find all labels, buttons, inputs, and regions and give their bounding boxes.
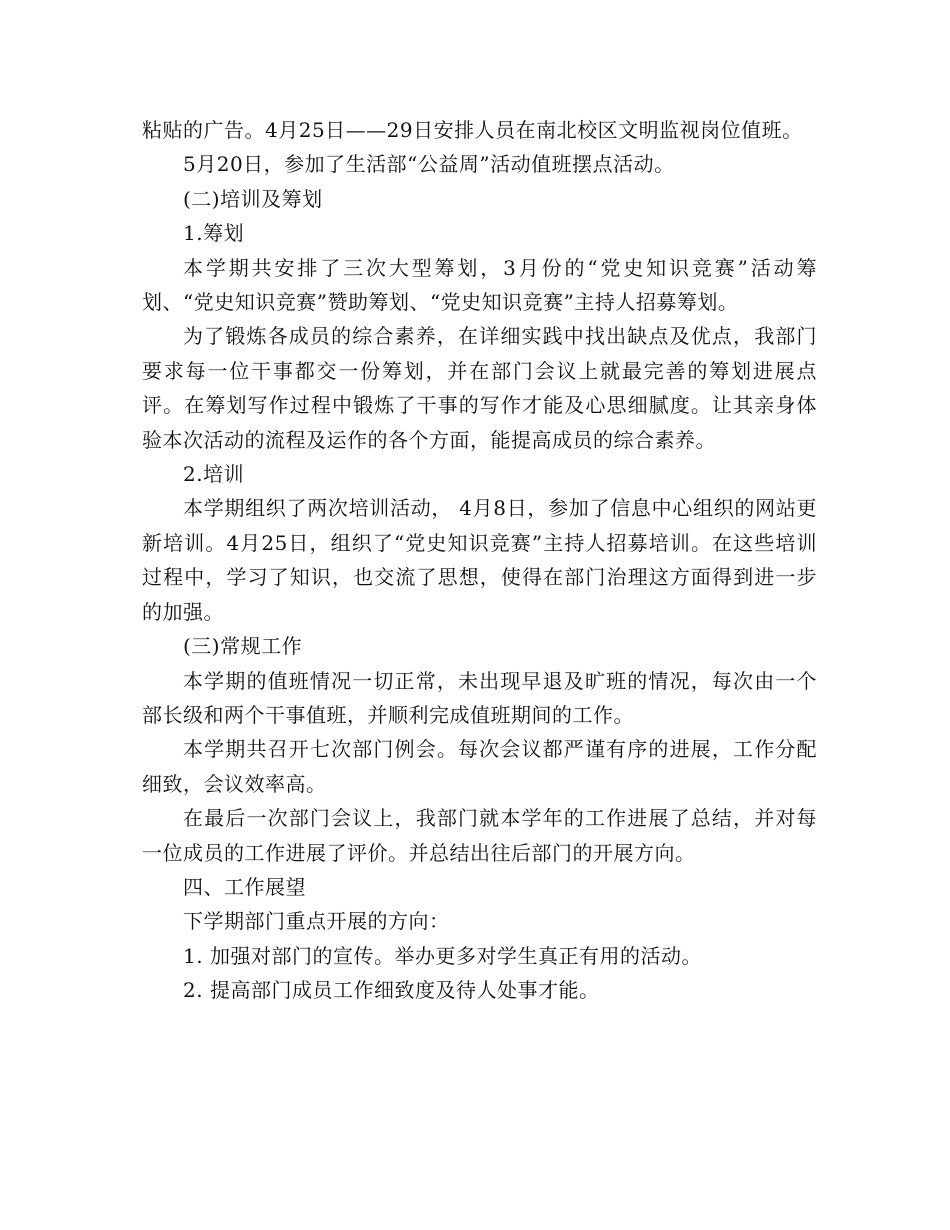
paragraph-duty-status: 本学期的值班情况一切正常，未出现早退及旷班的情况，每次由一个部长级和两个干事值班，并顺利完成值班期间的工作。 (142, 668, 817, 727)
section-heading-training-planning: (二)培训及筹划 (183, 186, 323, 211)
paragraph-outlook-intro: 下学期部门重点开展的方向： (183, 909, 450, 934)
paragraph-final-meeting: 在最后一次部门会议上，我部门就本学年的工作进展了总结，并对每一位成员的工作进展了评价。并总结出往后部门的开展方向。 (142, 806, 817, 865)
paragraph-planning-overview: 本学期共安排了三次大型筹划，3月份的“党史知识竞赛”活动筹划、“党史知识竞赛”赞助筹划、“党史知识竞赛”主持人招募筹划。 (142, 255, 817, 315)
paragraph-may-20: 5月20日，参加了生活部“公益周”活动值班摆点活动。 (183, 152, 675, 177)
paragraph-training-details: 本学期组织了两次培训活动， 4月8日，参加了信息中心组织的网站更新培训。4月25日，组织了“党史知识竞赛”主持人招募培训。在这些培训过程中，学习了知识，也交流了思想，使得在部门治理这方面得到进一步的加强。 (142, 496, 817, 624)
list-item-outlook-1: 1. 加强对部门的宣传。举办更多对学生真正有用的活动。 (183, 943, 702, 968)
paragraph-meetings: 本学期共召开七次部门例会。每次会议都严谨有序的进展，工作分配细致，会议效率高。 (142, 737, 817, 796)
section-heading-outlook: 四、工作展望 (183, 874, 306, 899)
list-item-outlook-2: 2. 提高部门成员工作细致度及待人处事才能。 (183, 978, 600, 1003)
section-heading-routine-work: (三)常规工作 (183, 634, 303, 659)
paragraph-continued-ads: 粘贴的广告。4月25日——29日安排人员在南北校区文明监视岗位值班。 (142, 118, 803, 142)
paragraph-planning-details: 为了锻炼各成员的综合素养，在详细实践中找出缺点及优点，我部门要求每一位干事都交一份筹划，并在部门会议上就最完善的筹划进展点评。在筹划写作过程中锻炼了干事的写作才能及心思细腻度。让其亲身体验本次活动的流程及运作的各个方面，能提高成员的综合素养。 (142, 324, 817, 452)
document-body (142, 113, 817, 1008)
subheading-training: 2.培训 (183, 462, 245, 487)
subheading-planning: 1.筹划 (183, 221, 245, 246)
